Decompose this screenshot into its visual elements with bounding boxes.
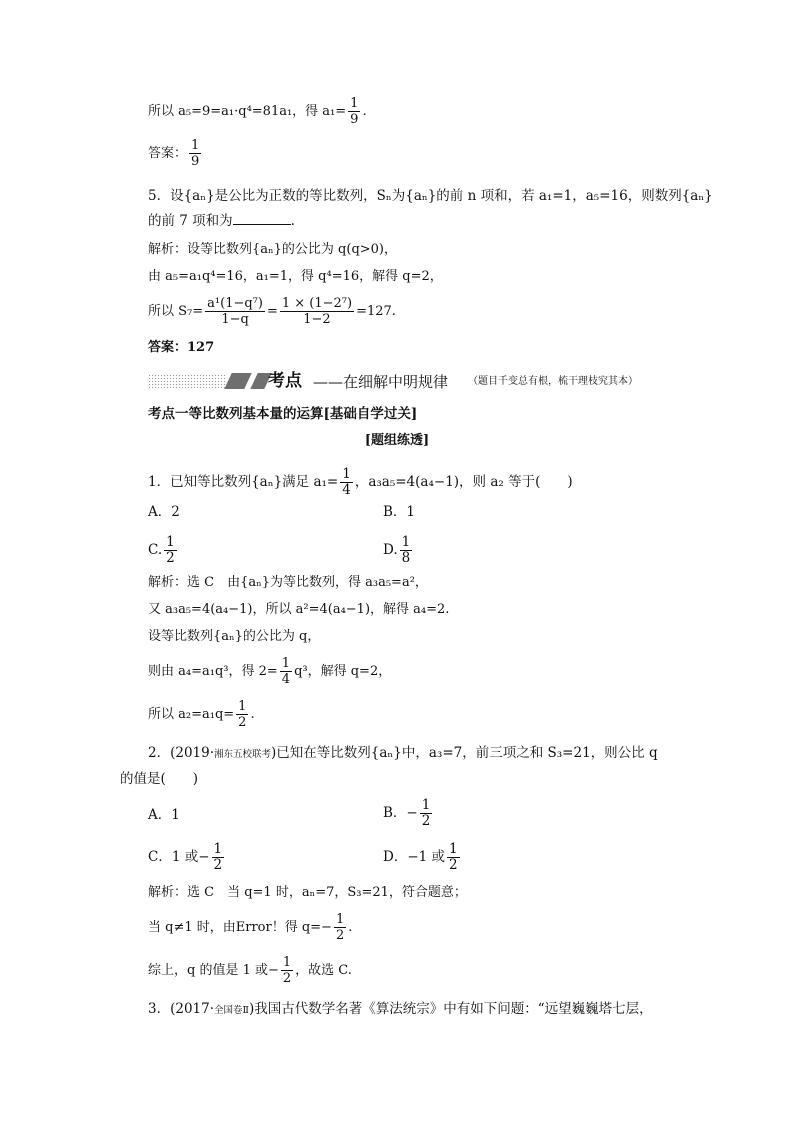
fraction: $\frac{1}{2}$ [213, 841, 223, 873]
answer-label: 答案： [148, 146, 188, 161]
option-d: D. $\frac{1}{8}$ [383, 534, 411, 566]
fraction: $\frac{1}{2}$ [282, 955, 292, 986]
fraction: $\frac{1}{2}$ [335, 912, 345, 943]
solution-line: 由 a₅=a₁q⁴=16，a₁=1，得 q⁴=16，解得 q=2， [148, 269, 443, 284]
source-tag: 湘东五校联考 [214, 749, 272, 760]
solution-line: 解析：选 C 当 q=1 时，aₙ=7，S₃=21，符合题意； [148, 885, 467, 900]
fraction: $\frac{1}{4}$ [281, 656, 291, 687]
fraction: $\frac{1}{8}$ [401, 534, 411, 566]
fraction: $\frac{\text{1 × (1−2⁷)}}{1-2}$ [281, 296, 353, 327]
option-b: B．− $\frac{1}{2}$ [383, 797, 431, 829]
banner-dots [148, 374, 226, 388]
fraction: $\frac{\text{a¹(1−q⁷)}}{1-q}$ [207, 296, 263, 327]
fraction: $\frac{1}{9}$ [191, 138, 200, 169]
option-b: B．1 [383, 504, 416, 520]
option-d: D．−1 或 $\frac{1}{2}$ [383, 841, 458, 873]
fraction: $\frac{1}{4}$ [342, 466, 351, 498]
fraction: $\frac{1}{2}$ [421, 797, 431, 829]
solution-line: 所以 a₂=a₁q= $\frac{1}{2}$ . [148, 699, 255, 730]
question-3: 3．(2017·全国卷Ⅱ)我国古代数学名著《算法统宗》中有如下问题：“远望巍巍塔七层， [148, 1001, 653, 1017]
fraction: $\frac{1}{2}$ [166, 534, 175, 566]
solution-line: 解析：选 C 由{aₙ}为等比数列，得 a₃a₅=a²， [148, 575, 428, 590]
solution-line: 所以 a₅=9=a₁·q⁴=81a₁，得 a₁= $\frac{1}{9}$ . [148, 96, 367, 127]
solution-line: 当 q≠1 时，由Error！得 q=− $\frac{1}{2}$ . [148, 912, 353, 943]
option-c: C．1 或− $\frac{1}{2}$ [148, 841, 223, 873]
fraction: $\frac{1}{2}$ [449, 841, 458, 873]
text: 所以 a₅=9=a₁·q⁴=81a₁，得 a₁= [148, 104, 347, 119]
option-a: A．1 [148, 807, 180, 823]
answer-line: 答案：127 [148, 340, 215, 355]
subsection-heading: [题组练透] [364, 433, 430, 448]
section-heading: 考点一等比数列基本量的运算[基础自学过关] [148, 406, 418, 422]
option-a: A．2 [148, 504, 180, 520]
question-5: 5．设{aₙ}是公比为正数的等比数列，Sₙ为{aₙ}的前 n 项和，若 a₁=1，a₅=16，则数列{aₙ} [148, 188, 713, 204]
answer-line [148, 138, 203, 169]
solution-line: 所以 S₇= $\frac{\text{a¹(1−q⁷)}}{1-q}$ = $\frac{\text{1 × (1−2⁷)}}{1-2}$ =127. [148, 296, 396, 327]
solution-line: 解析：设等比数列{aₙ}的公比为 q(q>0)， [148, 242, 397, 257]
fraction: $\frac{1}{2}$ [238, 699, 247, 730]
source-tag: 全国卷Ⅱ [214, 1005, 249, 1016]
solution-line: 设等比数列{aₙ}的公比为 q， [148, 629, 321, 644]
solution-line: 综上，q 的值是 1 或− $\frac{1}{2}$ ，故选 C. [148, 955, 352, 986]
banner-title: 考点 [268, 371, 302, 391]
solution-line: 又 a₃a₅=4(a₄−1)，所以 a²=4(a₄−1)，解得 a₄=2. [148, 602, 450, 617]
banner-subtitle: ——在细解中明规律 [313, 373, 449, 391]
solution-line: 则由 a₄=a₁q³，得 2= $\frac{1}{4}$ q³，解得 q=2， [148, 656, 392, 687]
question-2: 2．(2019·湘东五校联考)已知在等比数列{aₙ}中，a₃=7，前三项之和 S₃=21，则公比 q [148, 745, 658, 761]
question-5-cont: 的前 7 项和为 . [148, 213, 295, 229]
option-c: C. $\frac{1}{2}$ [148, 534, 175, 566]
fraction: $\frac{1}{9}$ [350, 96, 359, 127]
banner-note: （题目千变总有根，梳干理枝究其本） [468, 376, 638, 387]
question-2-cont: 的值是( ) [120, 771, 199, 787]
section-banner [148, 371, 668, 391]
answer-blank [233, 212, 291, 225]
question-1: 1．已知等比数列{aₙ}满足 a₁= $\frac{1}{4}$ ，a₃a₅=4(a₄−1)，则 a₂ 等于( ) [148, 466, 573, 498]
